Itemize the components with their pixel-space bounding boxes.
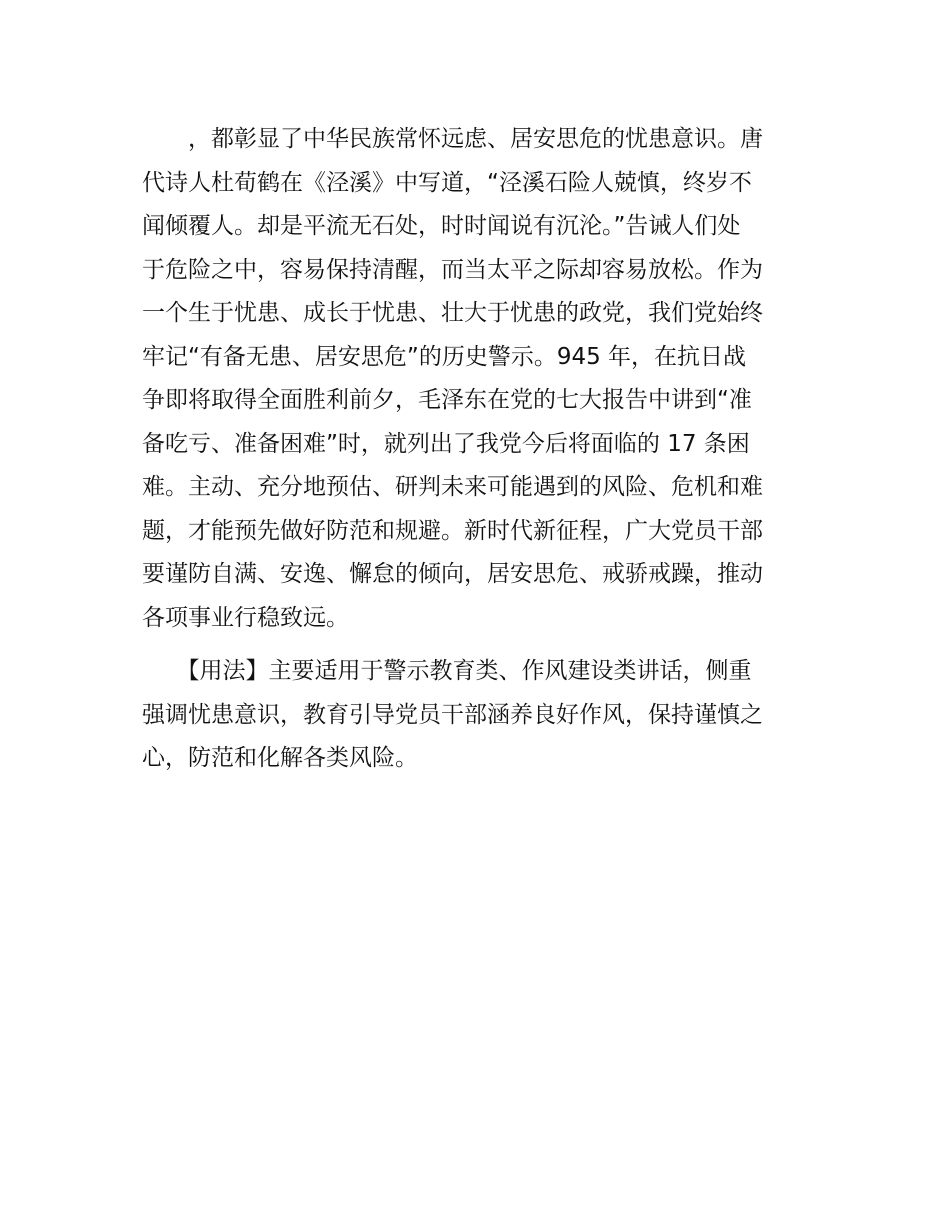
- text-line: 强调忧患意识，教育引导党员干部涵养良好作风，保持谨慎之: [142, 701, 763, 728]
- text-line: 代诗人杜荀鹤在《泾溪》中写道，“泾溪石险人兢慎，终岁不: [142, 169, 752, 196]
- text-line: ，都彰显了中华民族常怀远虑、居安思危的忧患意识。唐: [142, 126, 763, 152]
- document-body: [142, 118, 812, 781]
- text-line: 要谨防自满、安逸、懈怠的倾向，居安思危、戒骄戒躁，推动: [142, 561, 763, 587]
- text-line: 一个生于忧患、成长于忧患、壮大于忧患的政党，我们党始终: [142, 300, 763, 326]
- text-line: 牢记“有备无患、居安思危”的历史警示。945 年，在抗日战: [142, 343, 747, 370]
- text-line: 【用法】主要适用于警示教育类、作风建设类讲话，侧重: [142, 658, 752, 684]
- text-line: 难。主动、充分地预估、研判未来可能遇到的风险、危机和难: [142, 474, 763, 500]
- paragraph-main: [142, 118, 812, 640]
- text-line: 争即将取得全面胜利前夕，毛泽东在党的七大报告中讲到“准: [142, 387, 752, 413]
- paragraph-usage: [142, 650, 812, 781]
- text-line: 心，防范和化解各类风险。: [142, 745, 418, 771]
- text-line: 题，才能预先做好防范和规避。新时代新征程，广大党员干部: [142, 517, 763, 544]
- text-line: 闻倾覆人。却是平流无石处，时时闻说有沉沦。”告诫人们处: [142, 213, 741, 239]
- text-line: 备吃亏、准备困难”时，就列出了我党今后将面临的 17 条困: [142, 430, 750, 457]
- text-line: 各项事业行稳致远。: [142, 604, 349, 631]
- text-line: 于危险之中，容易保持清醒，而当太平之际却容易放松。作为: [142, 256, 763, 283]
